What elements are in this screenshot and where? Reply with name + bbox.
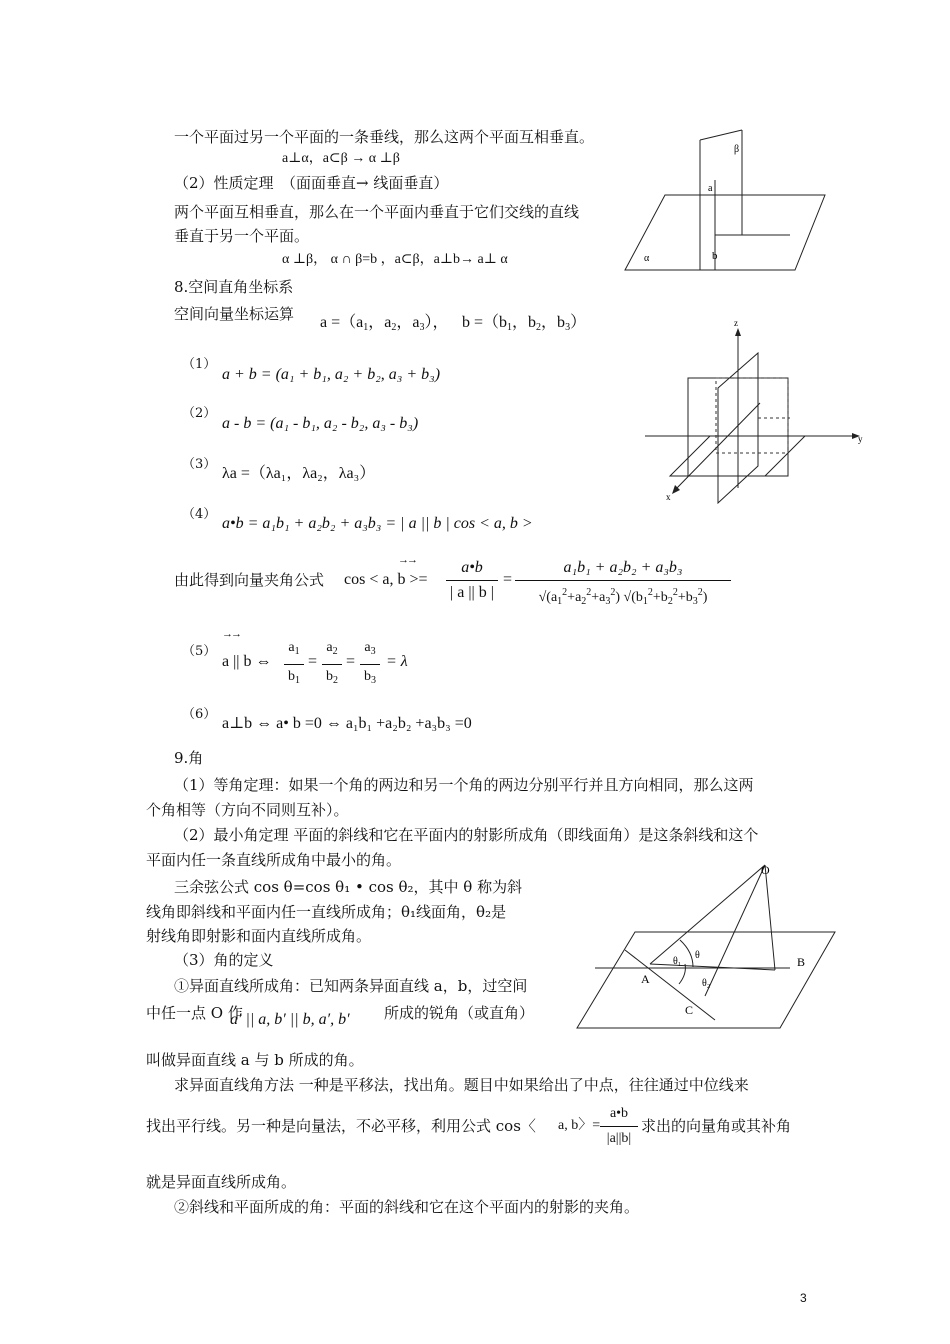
section-8-heading: 8.空间直角坐标系 — [174, 278, 294, 296]
equal-angle-theorem-2: 个角相等（方向不同则互补）。 — [146, 801, 349, 819]
angle-formula-lhs: cos < a, b >= — [344, 571, 428, 588]
three-cosine-figure — [565, 860, 845, 1040]
equals-sign: = — [503, 571, 513, 588]
three-cosine-2: 线角即斜线和平面内任一直线所成角；θ₁线面角，θ₂是 — [146, 903, 507, 921]
point-A: A — [641, 972, 650, 986]
method-text-1: 求异面直线角方法 一种是平移法，找出角。题目中如果给出了中点，往往通过中位线来 — [174, 1076, 749, 1094]
property-text-1: 两个平面互相垂直，那么在一个平面内垂直于它们交线的直线 — [174, 203, 580, 221]
angle-formula-label: 由此得到向量夹角公式 — [174, 571, 325, 589]
method-text-3: 就是异面直线所成角。 — [146, 1173, 297, 1191]
vector-arrows: →→ — [398, 554, 416, 566]
point-O: O — [761, 863, 770, 877]
three-cosine-1: 三余弦公式 cos θ=cos θ₁ • cos θ₂，其中 θ 称为斜 — [174, 878, 523, 896]
angle-theta2: θ₂ — [702, 978, 711, 989]
formula-5: a || b ⇔ — [222, 653, 272, 670]
method-fraction: a•b |a||b| — [600, 1104, 638, 1149]
line-plane-angle: ②斜线和平面所成的角：平面的斜线和它在这个平面内的射影的夹角。 — [174, 1198, 640, 1216]
formula-3: λa =（λa₁，λa₂，λa₃） — [222, 465, 376, 482]
skew-angle-2-post: 所成的锐角（或直角） — [384, 1004, 535, 1022]
vector-op-label: 空间向量坐标运算 — [174, 305, 295, 323]
formula-6: a⊥b ⇔ a• b =0 ⇔ a₁b₁ +a₂b₂ +a₃b₃ =0 — [222, 715, 472, 732]
angle-fraction-1: a•b | a || b | — [446, 558, 498, 603]
angle-fraction-2: a₁b₁ + a₂b₂ + a₃b₃ $√(a_1^2+a_2^2+a_3^2)$ $√(b_1^2+b_2^2+b_3^2)$ — [515, 558, 731, 612]
section-9-heading: 9.角 — [174, 749, 204, 767]
method-text-2-pre: 找出平行线。另一种是向量法，不必平移，利用公式 cos〈 — [146, 1117, 536, 1135]
a-label: a — [708, 183, 713, 194]
y-axis-label: y — [858, 434, 863, 444]
z-axis-label: z — [734, 318, 738, 328]
beta-label: β — [734, 144, 740, 155]
angle-theta: θ — [695, 950, 700, 961]
equal-angle-theorem-1: （1）等角定理：如果一个角的两边和另一个角的两边分别平行并且方向相同，那么这两 — [174, 776, 754, 794]
page-number: 3 — [800, 1291, 807, 1305]
vector-a-def: $a =(a_1$，$a_2$，$a_3$）， — [320, 314, 449, 333]
formula-1: a + b = (a₁ + b₁, a₂ + b₂, a₃ + b₃) — [222, 366, 441, 383]
property-text-2: 垂直于另一个平面。 — [174, 227, 310, 245]
min-angle-theorem-1: （2）最小角定理 平面的斜线和它在平面内的射影所成角（即线面角）是这条斜线和这个 — [174, 826, 759, 844]
perpendicular-planes-figure — [620, 125, 830, 275]
point-C: C — [685, 1003, 694, 1017]
skew-angle-3: 叫做异面直线 a 与 b 所成的角。 — [146, 1051, 364, 1069]
point-B: B — [797, 955, 806, 969]
skew-angle-2-math: a′ || a, b′ || b, a′, b′ — [230, 1011, 350, 1028]
formula-3-num: （3） — [182, 457, 217, 472]
angle-definition-heading: （3）角的定义 — [174, 951, 274, 969]
formula-4-num: （4） — [182, 507, 217, 522]
equals-1: = — [308, 653, 318, 670]
ratio-2: $a_2$ $b_2$ — [322, 638, 342, 691]
min-angle-theorem-2: 平面内任一条直线所成角中最小的角。 — [146, 851, 402, 869]
vector-b-def: $b =(b_1$，$b_2$，$b_3$） — [462, 314, 587, 333]
vector-arrows-2: →→ — [222, 628, 240, 640]
angle-theta1: θ₁ — [673, 956, 682, 967]
three-cosine-3: 射线角即射影和面内直线所成角。 — [146, 927, 372, 945]
formula-5-num: （5） — [182, 644, 217, 659]
property-heading: （2）性质定理 （面面垂直→ 线面垂直） — [174, 174, 449, 192]
b-label: b — [712, 250, 718, 262]
formula-2-num: （2） — [182, 406, 217, 421]
ratio-1: $a_1$ $b_1$ — [284, 638, 304, 691]
equals-2: = — [346, 653, 356, 670]
skew-angle-2-pre: 中任一点 O 作 — [146, 1004, 243, 1022]
formula-1-num: （1） — [182, 357, 217, 372]
formula-judgement: a⊥α，a⊂β → α ⊥β — [282, 151, 400, 166]
coordinate-system-figure — [640, 318, 870, 503]
formula-property: α ⊥β， α ∩ β=b ，a⊂β，a⊥b→ a⊥ α — [282, 252, 508, 267]
lambda: = λ — [386, 653, 408, 670]
x-axis-label: x — [666, 492, 671, 502]
method-text-2-post: 求出的向量角或其补角 — [641, 1117, 792, 1135]
formula-4: a•b = a₁b₁ + a₂b₂ + a₃b₃ = | a || b | cos < a, b > — [222, 515, 533, 532]
method-text-2-math: a, b〉= — [558, 1118, 601, 1133]
formula-6-num: （6） — [182, 707, 217, 722]
theorem-line: 一个平面过另一个平面的一条垂线，那么这两个平面互相垂直。 — [174, 128, 595, 146]
ratio-3: $a_3$ $b_3$ — [360, 638, 380, 691]
formula-2: a - b = (a₁ - b₁, a₂ - b₂, a₃ - b₃) — [222, 415, 419, 432]
alpha-label: α — [644, 253, 650, 264]
skew-angle-1: ①异面直线所成角：已知两条异面直线 a，b，过空间 — [174, 977, 528, 995]
